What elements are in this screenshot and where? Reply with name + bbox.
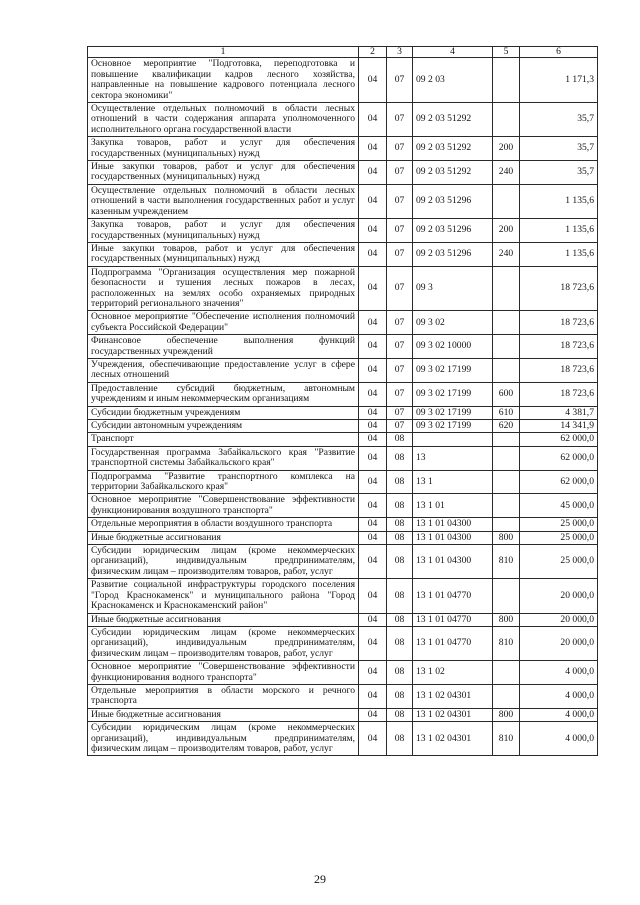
- cell-target-article: 13 1 01 04300: [413, 518, 493, 531]
- cell-section: 04: [359, 722, 387, 756]
- cell-name: Подпрограмма "Организация осуществления мер пожарной безопасности и тушения лесных пожаров в лесах, расположенных на землях особо охраняемых природных территорий регионального значения": [88, 266, 359, 311]
- cell-name: Субсидии бюджетным учреждениям: [88, 406, 359, 419]
- cell-subsection: 07: [387, 58, 413, 103]
- cell-expense-type: 810: [493, 722, 520, 756]
- cell-target-article: [413, 433, 493, 446]
- cell-section: 04: [359, 433, 387, 446]
- cell-target-article: 09 2 03: [413, 58, 493, 103]
- cell-section: 04: [359, 579, 387, 613]
- cell-subsection: 08: [387, 531, 413, 544]
- cell-section: 04: [359, 161, 387, 185]
- cell-target-article: 09 3 02 17199: [413, 420, 493, 433]
- table-row: [88, 137, 598, 161]
- cell-section: 04: [359, 406, 387, 419]
- cell-target-article: 13 1 01: [413, 494, 493, 518]
- cell-subsection: 07: [387, 137, 413, 161]
- cell-amount: 35,7: [520, 103, 598, 137]
- cell-expense-type: 200: [493, 219, 520, 243]
- cell-name: Основное мероприятие "Подготовка, переподготовка и повышение квалификации кадров лесного хозяйства, направленные на повышение кадрового потенциала лесного сектора экономики": [88, 58, 359, 103]
- table-row: [88, 684, 598, 708]
- cell-expense-type: [493, 446, 520, 470]
- cell-amount: 18 723,6: [520, 382, 598, 406]
- cell-section: 04: [359, 708, 387, 721]
- cell-subsection: 07: [387, 219, 413, 243]
- cell-section: 04: [359, 531, 387, 544]
- table-row: [88, 242, 598, 266]
- cell-subsection: 07: [387, 382, 413, 406]
- cell-target-article: 13 1 01 04770: [413, 626, 493, 660]
- cell-amount: 18 723,6: [520, 335, 598, 359]
- cell-expense-type: [493, 58, 520, 103]
- cell-name: Предоставление субсидий бюджетным, автономным учреждениям и иным некоммерческим организациям: [88, 382, 359, 406]
- table-row: [88, 433, 598, 446]
- cell-amount: 18 723,6: [520, 358, 598, 382]
- cell-section: 04: [359, 311, 387, 335]
- cell-name: Финансовое обеспечение выполнения функций государственных учреждений: [88, 335, 359, 359]
- cell-amount: 1 171,3: [520, 58, 598, 103]
- cell-amount: 20 000,0: [520, 626, 598, 660]
- table-row: [88, 406, 598, 419]
- budget-table: [87, 46, 598, 756]
- cell-section: 04: [359, 58, 387, 103]
- cell-section: 04: [359, 518, 387, 531]
- table-row: [88, 58, 598, 103]
- table-row: [88, 266, 598, 311]
- cell-amount: 4 381,7: [520, 406, 598, 419]
- header-cell-name: 1: [88, 47, 359, 58]
- cell-name: Субсидии юридическим лицам (кроме некоммерческих организаций), индивидуальным предпринимателям, физическим лицам – производителям товаров, работ, услуг: [88, 626, 359, 660]
- header-cell-target-article: 4: [413, 47, 493, 58]
- table-row: [88, 184, 598, 218]
- cell-name: Иные бюджетные ассигнования: [88, 708, 359, 721]
- cell-target-article: 09 2 03 51296: [413, 219, 493, 243]
- cell-name: Осуществление отдельных полномочий в области лесных отношений в части содержания аппарата уполномоченного исполнительного органа государственной власти: [88, 103, 359, 137]
- table-row: [88, 103, 598, 137]
- table-row: [88, 161, 598, 185]
- cell-target-article: 13 1 01 04300: [413, 531, 493, 544]
- cell-target-article: 13 1 01 04770: [413, 613, 493, 626]
- cell-amount: 4 000,0: [520, 661, 598, 685]
- cell-target-article: 09 2 03 51296: [413, 242, 493, 266]
- cell-name: Иные бюджетные ассигнования: [88, 613, 359, 626]
- cell-expense-type: 800: [493, 613, 520, 626]
- cell-amount: 1 135,6: [520, 219, 598, 243]
- cell-section: 04: [359, 446, 387, 470]
- cell-expense-type: [493, 335, 520, 359]
- cell-target-article: 09 3 02 10000: [413, 335, 493, 359]
- cell-amount: 4 000,0: [520, 708, 598, 721]
- table-row: [88, 446, 598, 470]
- cell-expense-type: [493, 103, 520, 137]
- cell-expense-type: 240: [493, 161, 520, 185]
- cell-section: 04: [359, 358, 387, 382]
- header-cell-expense-type: 5: [493, 47, 520, 58]
- cell-section: 04: [359, 103, 387, 137]
- table-row: [88, 494, 598, 518]
- cell-expense-type: [493, 266, 520, 311]
- cell-section: 04: [359, 335, 387, 359]
- cell-subsection: 08: [387, 433, 413, 446]
- cell-expense-type: [493, 311, 520, 335]
- cell-subsection: 07: [387, 420, 413, 433]
- cell-expense-type: [493, 184, 520, 218]
- cell-name: Отдельные мероприятия в области воздушного транспорта: [88, 518, 359, 531]
- cell-section: 04: [359, 137, 387, 161]
- cell-target-article: 13 1 01 04300: [413, 545, 493, 579]
- table-row: [88, 335, 598, 359]
- cell-subsection: 07: [387, 161, 413, 185]
- table-row: [88, 722, 598, 756]
- table-header-row: [88, 47, 598, 58]
- cell-subsection: 07: [387, 242, 413, 266]
- cell-subsection: 07: [387, 184, 413, 218]
- cell-subsection: 08: [387, 545, 413, 579]
- cell-expense-type: 810: [493, 626, 520, 660]
- cell-expense-type: 800: [493, 531, 520, 544]
- cell-amount: 25 000,0: [520, 518, 598, 531]
- table-row: [88, 545, 598, 579]
- table-row: [88, 420, 598, 433]
- cell-name: Основное мероприятие "Обеспечение исполнения полномочий субъекта Российской Федерации": [88, 311, 359, 335]
- header-cell-subsection: 3: [387, 47, 413, 58]
- cell-subsection: 08: [387, 626, 413, 660]
- cell-subsection: 07: [387, 358, 413, 382]
- cell-amount: 1 135,6: [520, 242, 598, 266]
- cell-subsection: 08: [387, 470, 413, 494]
- cell-name: Развитие социальной инфраструктуры городского поселения "Город Краснокаменск" и муниципального района "Город Краснокаменск и Краснокаменский район": [88, 579, 359, 613]
- cell-subsection: 08: [387, 684, 413, 708]
- cell-subsection: 08: [387, 518, 413, 531]
- cell-target-article: 09 3: [413, 266, 493, 311]
- cell-target-article: 13: [413, 446, 493, 470]
- cell-name: Подпрограмма "Развитие транспортного комплекса на территории Забайкальского края": [88, 470, 359, 494]
- cell-section: 04: [359, 661, 387, 685]
- cell-subsection: 08: [387, 722, 413, 756]
- cell-amount: 4 000,0: [520, 684, 598, 708]
- cell-subsection: 07: [387, 335, 413, 359]
- cell-subsection: 07: [387, 266, 413, 311]
- cell-expense-type: 620: [493, 420, 520, 433]
- table-row: [88, 626, 598, 660]
- cell-expense-type: [493, 433, 520, 446]
- cell-amount: 4 000,0: [520, 722, 598, 756]
- cell-subsection: 07: [387, 311, 413, 335]
- cell-section: 04: [359, 545, 387, 579]
- cell-amount: 45 000,0: [520, 494, 598, 518]
- cell-amount: 35,7: [520, 161, 598, 185]
- cell-section: 04: [359, 420, 387, 433]
- cell-target-article: 09 3 02: [413, 311, 493, 335]
- table-row: [88, 613, 598, 626]
- cell-name: Иные бюджетные ассигнования: [88, 531, 359, 544]
- cell-amount: 25 000,0: [520, 545, 598, 579]
- cell-target-article: 09 3 02 17199: [413, 358, 493, 382]
- table-row: [88, 518, 598, 531]
- cell-expense-type: [493, 494, 520, 518]
- header-cell-section: 2: [359, 47, 387, 58]
- cell-subsection: 08: [387, 579, 413, 613]
- cell-target-article: 09 3 02 17199: [413, 406, 493, 419]
- cell-expense-type: [493, 518, 520, 531]
- table-row: [88, 219, 598, 243]
- cell-expense-type: [493, 470, 520, 494]
- cell-name: Учреждения, обеспечивающие предоставление услуг в сфере лесных отношений: [88, 358, 359, 382]
- cell-expense-type: 240: [493, 242, 520, 266]
- table-row: [88, 470, 598, 494]
- cell-name: Иные закупки товаров, работ и услуг для обеспечения государственных (муниципальных) нужд: [88, 161, 359, 185]
- cell-section: 04: [359, 494, 387, 518]
- table-row: [88, 358, 598, 382]
- cell-target-article: 09 2 03 51292: [413, 161, 493, 185]
- cell-expense-type: 200: [493, 137, 520, 161]
- table-row: [88, 311, 598, 335]
- cell-name: Иные закупки товаров, работ и услуг для обеспечения государственных (муниципальных) нужд: [88, 242, 359, 266]
- cell-subsection: 07: [387, 103, 413, 137]
- cell-target-article: 13 1 02 04301: [413, 722, 493, 756]
- cell-section: 04: [359, 382, 387, 406]
- cell-amount: 62 000,0: [520, 446, 598, 470]
- cell-amount: 62 000,0: [520, 433, 598, 446]
- cell-name: Транспорт: [88, 433, 359, 446]
- cell-expense-type: 800: [493, 708, 520, 721]
- cell-amount: 62 000,0: [520, 470, 598, 494]
- cell-section: 04: [359, 613, 387, 626]
- cell-section: 04: [359, 184, 387, 218]
- cell-target-article: 13 1: [413, 470, 493, 494]
- cell-name: Основное мероприятие "Совершенствование эффективности функционирования водного транспорта": [88, 661, 359, 685]
- cell-target-article: 13 1 02 04301: [413, 684, 493, 708]
- cell-section: 04: [359, 684, 387, 708]
- cell-amount: 1 135,6: [520, 184, 598, 218]
- table-row: [88, 661, 598, 685]
- cell-subsection: 08: [387, 494, 413, 518]
- cell-expense-type: 600: [493, 382, 520, 406]
- cell-target-article: 13 1 02 04301: [413, 708, 493, 721]
- cell-amount: 18 723,6: [520, 266, 598, 311]
- table-row: [88, 531, 598, 544]
- cell-amount: 14 341,9: [520, 420, 598, 433]
- cell-amount: 35,7: [520, 137, 598, 161]
- cell-expense-type: 610: [493, 406, 520, 419]
- cell-name: Субсидии юридическим лицам (кроме некоммерческих организаций), индивидуальным предпринимателям, физическим лицам – производителям товаров, работ, услуг: [88, 722, 359, 756]
- cell-amount: 20 000,0: [520, 579, 598, 613]
- header-cell-amount: 6: [520, 47, 598, 58]
- cell-section: 04: [359, 242, 387, 266]
- cell-name: Субсидии юридическим лицам (кроме некоммерческих организаций), индивидуальным предпринимателям, физическим лицам – производителям товаров, работ, услуг: [88, 545, 359, 579]
- table-row: [88, 579, 598, 613]
- cell-name: Субсидии автономным учреждениям: [88, 420, 359, 433]
- cell-amount: 18 723,6: [520, 311, 598, 335]
- cell-section: 04: [359, 626, 387, 660]
- cell-target-article: 13 1 01 04770: [413, 579, 493, 613]
- cell-name: Осуществление отдельных полномочий в области лесных отношений в части выполнения государственных работ и услуг казенным учреждением: [88, 184, 359, 218]
- page-number: 29: [314, 872, 326, 886]
- cell-subsection: 07: [387, 406, 413, 419]
- table-row: [88, 708, 598, 721]
- table-row: [88, 382, 598, 406]
- cell-target-article: 09 2 03 51292: [413, 137, 493, 161]
- cell-section: 04: [359, 219, 387, 243]
- cell-expense-type: [493, 684, 520, 708]
- cell-target-article: 09 3 02 17199: [413, 382, 493, 406]
- cell-target-article: 13 1 02: [413, 661, 493, 685]
- cell-subsection: 08: [387, 708, 413, 721]
- cell-section: 04: [359, 470, 387, 494]
- cell-name: Закупка товаров, работ и услуг для обеспечения государственных (муниципальных) нужд: [88, 219, 359, 243]
- cell-name: Закупка товаров, работ и услуг для обеспечения государственных (муниципальных) нужд: [88, 137, 359, 161]
- cell-expense-type: [493, 579, 520, 613]
- cell-amount: 25 000,0: [520, 531, 598, 544]
- cell-section: 04: [359, 266, 387, 311]
- cell-target-article: 09 2 03 51292: [413, 103, 493, 137]
- cell-subsection: 08: [387, 613, 413, 626]
- cell-amount: 20 000,0: [520, 613, 598, 626]
- cell-target-article: 09 2 03 51296: [413, 184, 493, 218]
- cell-name: Государственная программа Забайкальского края "Развитие транспортной системы Забайкальского края": [88, 446, 359, 470]
- cell-name: Отдельные мероприятия в области морского и речного транспорта: [88, 684, 359, 708]
- cell-subsection: 08: [387, 446, 413, 470]
- cell-subsection: 08: [387, 661, 413, 685]
- cell-expense-type: [493, 358, 520, 382]
- cell-expense-type: [493, 661, 520, 685]
- cell-expense-type: 810: [493, 545, 520, 579]
- cell-name: Основное мероприятие "Совершенствование эффективности функционирования воздушного транспорта": [88, 494, 359, 518]
